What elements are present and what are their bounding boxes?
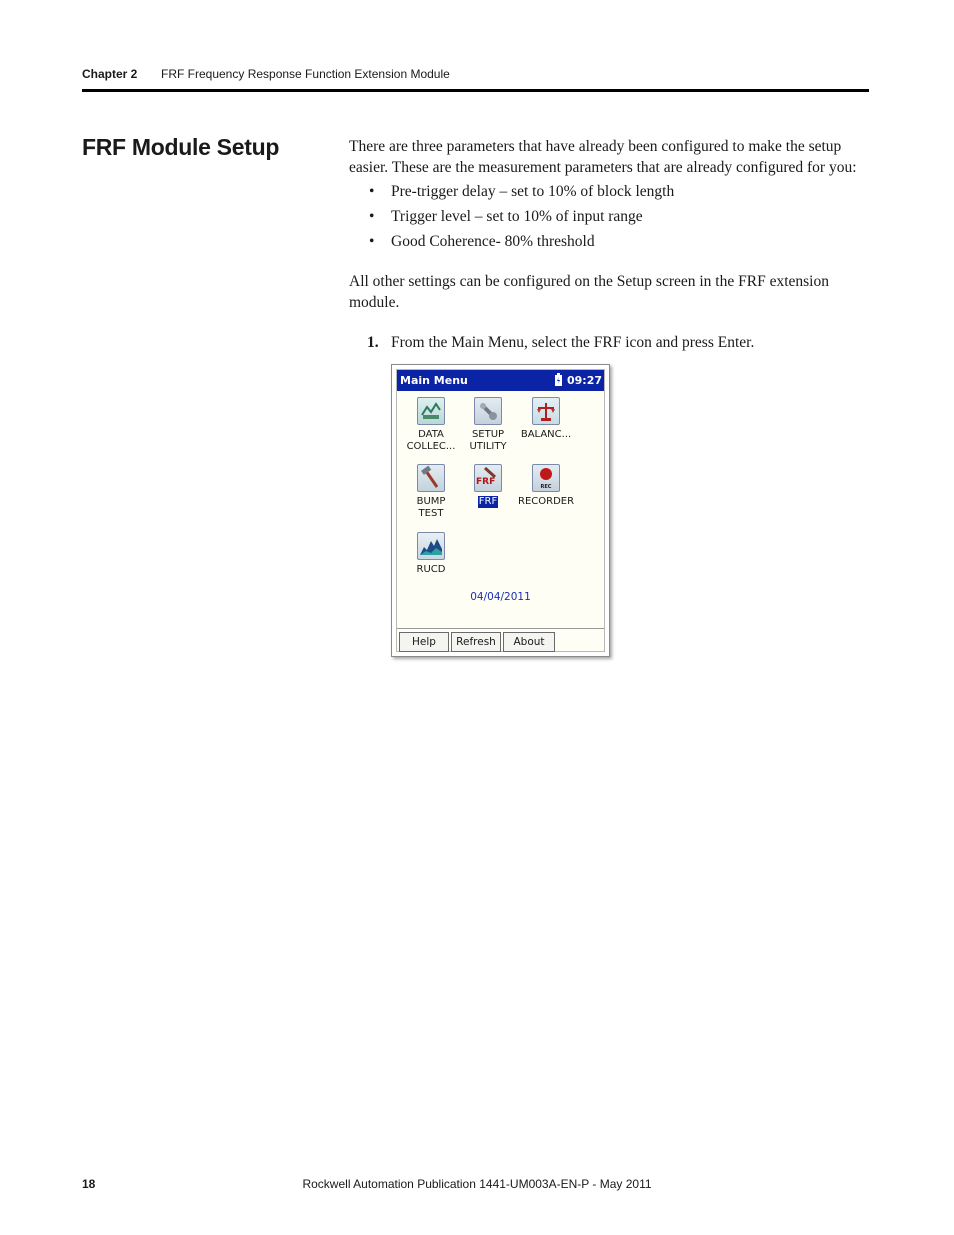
app-label-line2: TEST xyxy=(418,508,444,519)
device-screen xyxy=(396,369,605,652)
header-rule xyxy=(82,89,869,92)
intro-paragraph: There are three parameters that have already been configured to make the setup easier. These are the measurement parameters that are already configured for you: xyxy=(349,138,857,176)
header-chapter: Chapter 2 xyxy=(82,67,138,81)
data-collector-icon xyxy=(417,397,445,425)
app-label-line1: RUCD xyxy=(416,564,446,575)
app-frf[interactable] xyxy=(460,464,516,508)
page-number: 18 xyxy=(82,1177,96,1191)
recorder-icon-text: REC xyxy=(540,484,552,490)
recorder-icon xyxy=(532,464,560,492)
app-rucd[interactable] xyxy=(403,532,459,576)
step-number: 1. xyxy=(367,334,379,351)
app-data-collector[interactable] xyxy=(403,397,459,453)
publication-info: Rockwell Automation Publication 1441-UM003A-EN-P - May 2011 xyxy=(302,1177,652,1191)
app-label-line2: COLLEC... xyxy=(406,441,456,452)
app-label-line2: UTILITY xyxy=(469,441,507,452)
app-label-line1: BUMP xyxy=(416,496,446,507)
frf-icon xyxy=(474,464,502,492)
list-item: • Pre-trigger delay – set to 10% of block length xyxy=(349,181,674,206)
device-title-bar xyxy=(397,370,604,391)
device-toolbar xyxy=(397,628,604,652)
settings-paragraph: All other settings can be configured on the Setup screen in the FRF extension module. xyxy=(349,273,829,311)
app-label-line1: BALANC... xyxy=(520,429,572,440)
battery-icon xyxy=(554,373,563,387)
about-button[interactable]: About xyxy=(503,632,555,652)
header-title: FRF Frequency Response Function Extension Module xyxy=(161,67,450,81)
setup-utility-icon xyxy=(474,397,502,425)
device-screenshot xyxy=(391,364,610,657)
device-date: 04/04/2011 xyxy=(470,591,531,603)
device-clock: 09:27 xyxy=(567,374,603,387)
app-bump-test[interactable] xyxy=(403,464,459,520)
app-label-line1: SETUP xyxy=(471,429,505,440)
app-setup-utility[interactable] xyxy=(460,397,516,453)
refresh-button[interactable]: Refresh xyxy=(451,632,501,652)
app-label-line1: DATA xyxy=(418,429,444,440)
list-item: • Trigger level – set to 10% of input range xyxy=(349,206,674,231)
help-button[interactable]: Help xyxy=(399,632,449,652)
app-recorder[interactable] xyxy=(518,464,574,508)
app-label-line1: FRF xyxy=(478,496,498,507)
app-balance[interactable] xyxy=(518,397,574,441)
app-label-line1: RECORDER xyxy=(518,496,575,507)
balance-icon xyxy=(532,397,560,425)
section-title: FRF Module Setup xyxy=(82,134,280,160)
list-item: • Good Coherence- 80% threshold xyxy=(349,231,674,256)
bump-test-icon xyxy=(417,464,445,492)
rucd-icon xyxy=(417,532,445,560)
frf-icon-text: FRF xyxy=(476,477,496,487)
step-text: From the Main Menu, select the FRF icon and press Enter. xyxy=(391,334,755,351)
parameter-list xyxy=(349,181,674,256)
device-title: Main Menu xyxy=(400,374,468,387)
